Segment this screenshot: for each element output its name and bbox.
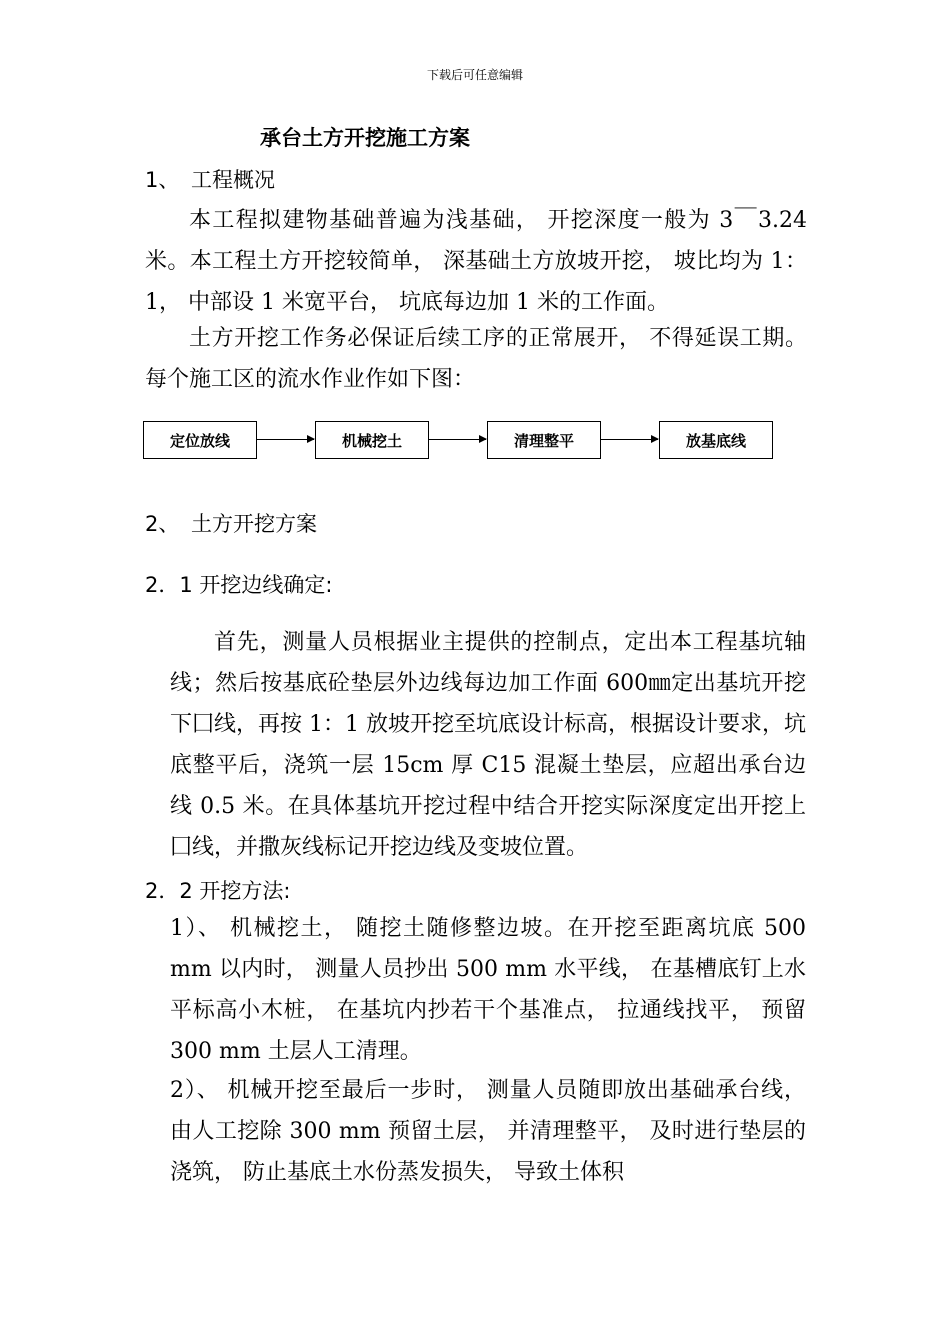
header-note: 下载后可任意编辑 — [426, 68, 523, 82]
section-1-title: 工程概况 — [191, 168, 275, 192]
flow-step-1: 定位放线 — [143, 421, 257, 459]
section-1-number: 1、 — [145, 168, 180, 192]
flow-step-3: 清理整平 — [487, 421, 601, 459]
section-2-title: 土方开挖方案 — [191, 512, 317, 536]
section-2-number: 2、 — [145, 512, 180, 536]
subsection-2-2-item-2: 2）、 机械开挖至最后一步时， 测量人员随即放出基础承台线， 由人工挖除 300 mm 预留土层， 并清理整平， 及时进行垫层的浇筑， 防止基底土水份蒸发损失， 导致土体积 — [170, 1078, 806, 1185]
flow-step-2: 机械挖土 — [315, 421, 429, 459]
document-title: 承台土方开挖施工方案 — [260, 126, 470, 150]
section-1-heading — [145, 164, 275, 194]
subsection-2-2-heading: 2．2 开挖方法: — [145, 879, 291, 903]
section-2-heading — [145, 508, 317, 538]
section-1-paragraph-1: 本工程拟建物基础普遍为浅基础， 开挖深度一般为 3￣3.24 米。本工程土方开挖较简单， 深基础土方放坡开挖， 坡比均为 1： 1， 中部设 1 米宽平台， 坑底每边加 1 米的工作面。 — [145, 208, 807, 315]
subsection-2-2-item-1: 1）、 机械挖土， 随挖土随修整边坡。在开挖至距离坑底 500 mm 以内时， 测量人员抄出 500 mm 水平线， 在基槽底钉上水平标高小木桩， 在基坑内抄若干个基准点， 拉通线找平， 预留 300 mm 土层人工清理。 — [170, 916, 806, 1064]
workflow-diagram — [143, 421, 779, 463]
flow-step-4: 放基底线 — [659, 421, 773, 459]
section-1-paragraph-2: 土方开挖工作务必保证后续工序的正常展开， 不得延误工期。每个施工区的流水作业作如下图： — [145, 326, 807, 392]
flow-arrow-2 — [429, 439, 486, 440]
subsection-2-1-heading: 2．1 开挖边线确定: — [145, 573, 333, 597]
flow-arrow-1 — [257, 439, 314, 440]
subsection-2-1-paragraph: 首先，测量人员根据业主提供的控制点，定出本工程基坑轴线；然后按基底砼垫层外边线每边加工作面 600㎜定出基坑开挖下囗线，再按 1：1 放坡开挖至坑底设计标高，根据设计要求，坑底整平后，浇筑一层 15cm 厚 C15 混凝土垫层，应超出承台边线 0.5 米。在具体基坑开挖过程中结合开挖实际深度定出开挖上囗线，并撒灰线标记开挖边线及变坡位置。 — [170, 630, 806, 860]
flow-arrow-3 — [601, 439, 658, 440]
